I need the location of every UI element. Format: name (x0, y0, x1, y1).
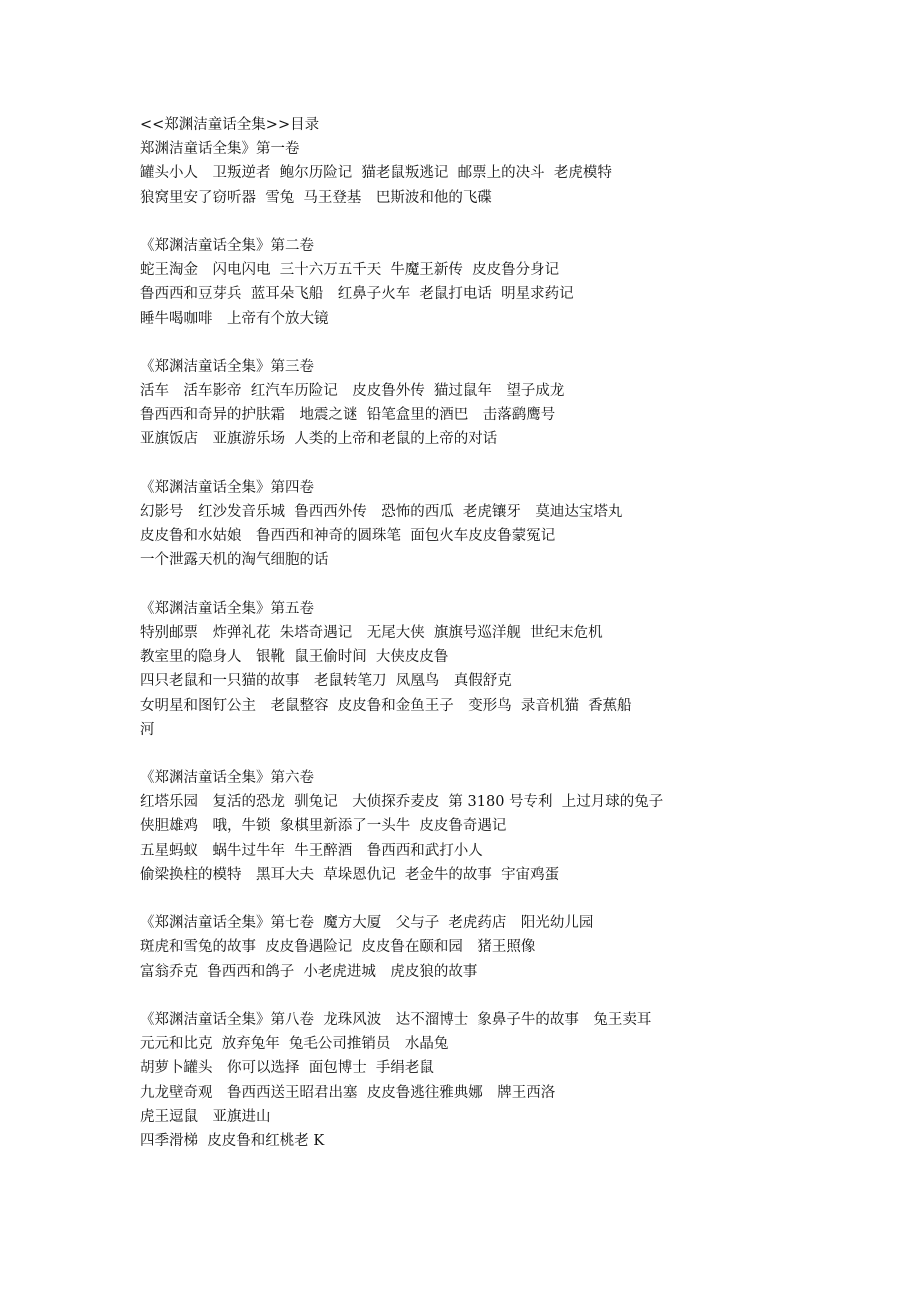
volume-heading: 《郑渊洁童话全集》第二卷 (140, 237, 314, 254)
toc-line: 蛇王淘金 闪电闪电 三十六万五千天 牛魔王新传 皮皮鲁分身记 (140, 262, 560, 279)
volume-heading: 《郑渊洁童话全集》第八卷 龙珠风波 达不溜博士 象鼻子牛的故事 兔王卖耳 (140, 1011, 652, 1028)
toc-line: 河 (140, 721, 155, 738)
toc-line: 侠胆雄鸡 哦，牛锁 象棋里新添了一头牛 皮皮鲁奇遇记 (140, 818, 507, 835)
toc-line: 元元和比克 放弃兔年 兔毛公司推销员 水晶兔 (140, 1036, 449, 1053)
toc-line: 富翁乔克 鲁西西和鸽子 小老虎进城 虎皮狼的故事 (140, 963, 478, 980)
toc-line: 斑虎和雪兔的故事 皮皮鲁遇险记 皮皮鲁在颐和园 猪王照像 (140, 939, 536, 956)
volume-heading: 《郑渊洁童话全集》第四卷 (140, 479, 314, 496)
toc-line: 鲁西西和豆芽兵 蓝耳朵飞船 红鼻子火车 老鼠打电话 明星求药记 (140, 286, 574, 303)
toc-line: 九龙壁奇观 鲁西西送王昭君出塞 皮皮鲁逃往雅典娜 牌王西洛 (140, 1084, 556, 1101)
toc-line: 特别邮票 炸弹礼花 朱塔奇遇记 无尾大侠 旗旗号巡洋舰 世纪末危机 (140, 624, 603, 641)
document-body (140, 113, 730, 1153)
toc-line: 红塔乐园 复活的恐龙 驯兔记 大侦探乔麦皮 第 3180 号专利 上过月球的兔子 (140, 794, 664, 811)
volume-heading: 《郑渊洁童话全集》第六卷 (140, 770, 314, 787)
toc-line: 教室里的隐身人 银靴 鼠王偷时间 大侠皮皮鲁 (140, 649, 449, 666)
toc-line: 女明星和图钉公主 老鼠整容 皮皮鲁和金鱼王子 变形鸟 录音机猫 香蕉船 (140, 697, 632, 714)
toc-line: 狼窝里安了窃听器 雪兔 马王登基 巴斯波和他的飞碟 (140, 189, 492, 206)
blank-line (140, 452, 730, 476)
toc-line: 偷梁换柱的模特 黑耳大夫 草垛恩仇记 老金牛的故事 宇宙鸡蛋 (140, 866, 560, 883)
blank-line (140, 573, 730, 597)
volume-heading: 《郑渊洁童话全集》第三卷 (140, 358, 314, 375)
volume-heading: 郑渊洁童话全集》第一卷 (140, 141, 300, 158)
toc-line: 罐头小人 卫叛逆者 鲍尔历险记 猫老鼠叛逃记 邮票上的决斗 老虎模特 (140, 165, 612, 182)
toc-line: 四季滑梯 皮皮鲁和红桃老 K (140, 1132, 325, 1149)
blank-line (140, 887, 730, 911)
toc-line: 活车 活车影帝 红汽车历险记 皮皮鲁外传 猫过鼠年 望子成龙 (140, 383, 565, 400)
volume-heading: 《郑渊洁童话全集》第七卷 魔方大厦 父与子 老虎药店 阳光幼儿园 (140, 915, 594, 932)
toc-line: 一个泄露天机的淘气细胞的话 (140, 552, 329, 569)
toc-line: 皮皮鲁和水姑娘 鲁西西和神奇的圆珠笔 面包火车皮皮鲁蒙冤记 (140, 528, 556, 545)
blank-line (140, 984, 730, 1008)
toc-line: 幻影号 红沙发音乐城 鲁西西外传 恐怖的西瓜 老虎镶牙 莫迪达宝塔丸 (140, 504, 623, 520)
toc-line: 虎王逗鼠 亚旗进山 (140, 1108, 271, 1125)
toc-line: 五星蚂蚁 蜗牛过牛年 牛王醉酒 鲁西西和武打小人 (140, 842, 483, 859)
toc-line: 亚旗饭店 亚旗游乐场 人类的上帝和老鼠的上帝的对话 (140, 431, 498, 448)
toc-title: <<郑渊洁童话全集>>目录 (140, 117, 320, 133)
blank-line (140, 331, 730, 355)
volume-heading: 《郑渊洁童话全集》第五卷 (140, 600, 314, 617)
toc-line: 四只老鼠和一只猫的故事 老鼠转笔刀 凤凰鸟 真假舒克 (140, 673, 512, 690)
blank-line (140, 210, 730, 234)
toc-line: 鲁西西和奇异的护肤霜 地震之谜 铅笔盒里的酒巴 击落鹞鹰号 (140, 407, 556, 424)
toc-line: 睡牛喝咖啡 上帝有个放大镜 (140, 310, 329, 327)
blank-line (140, 742, 730, 766)
toc-line: 胡萝卜罐头 你可以选择 面包博士 手绢老鼠 (140, 1060, 434, 1077)
